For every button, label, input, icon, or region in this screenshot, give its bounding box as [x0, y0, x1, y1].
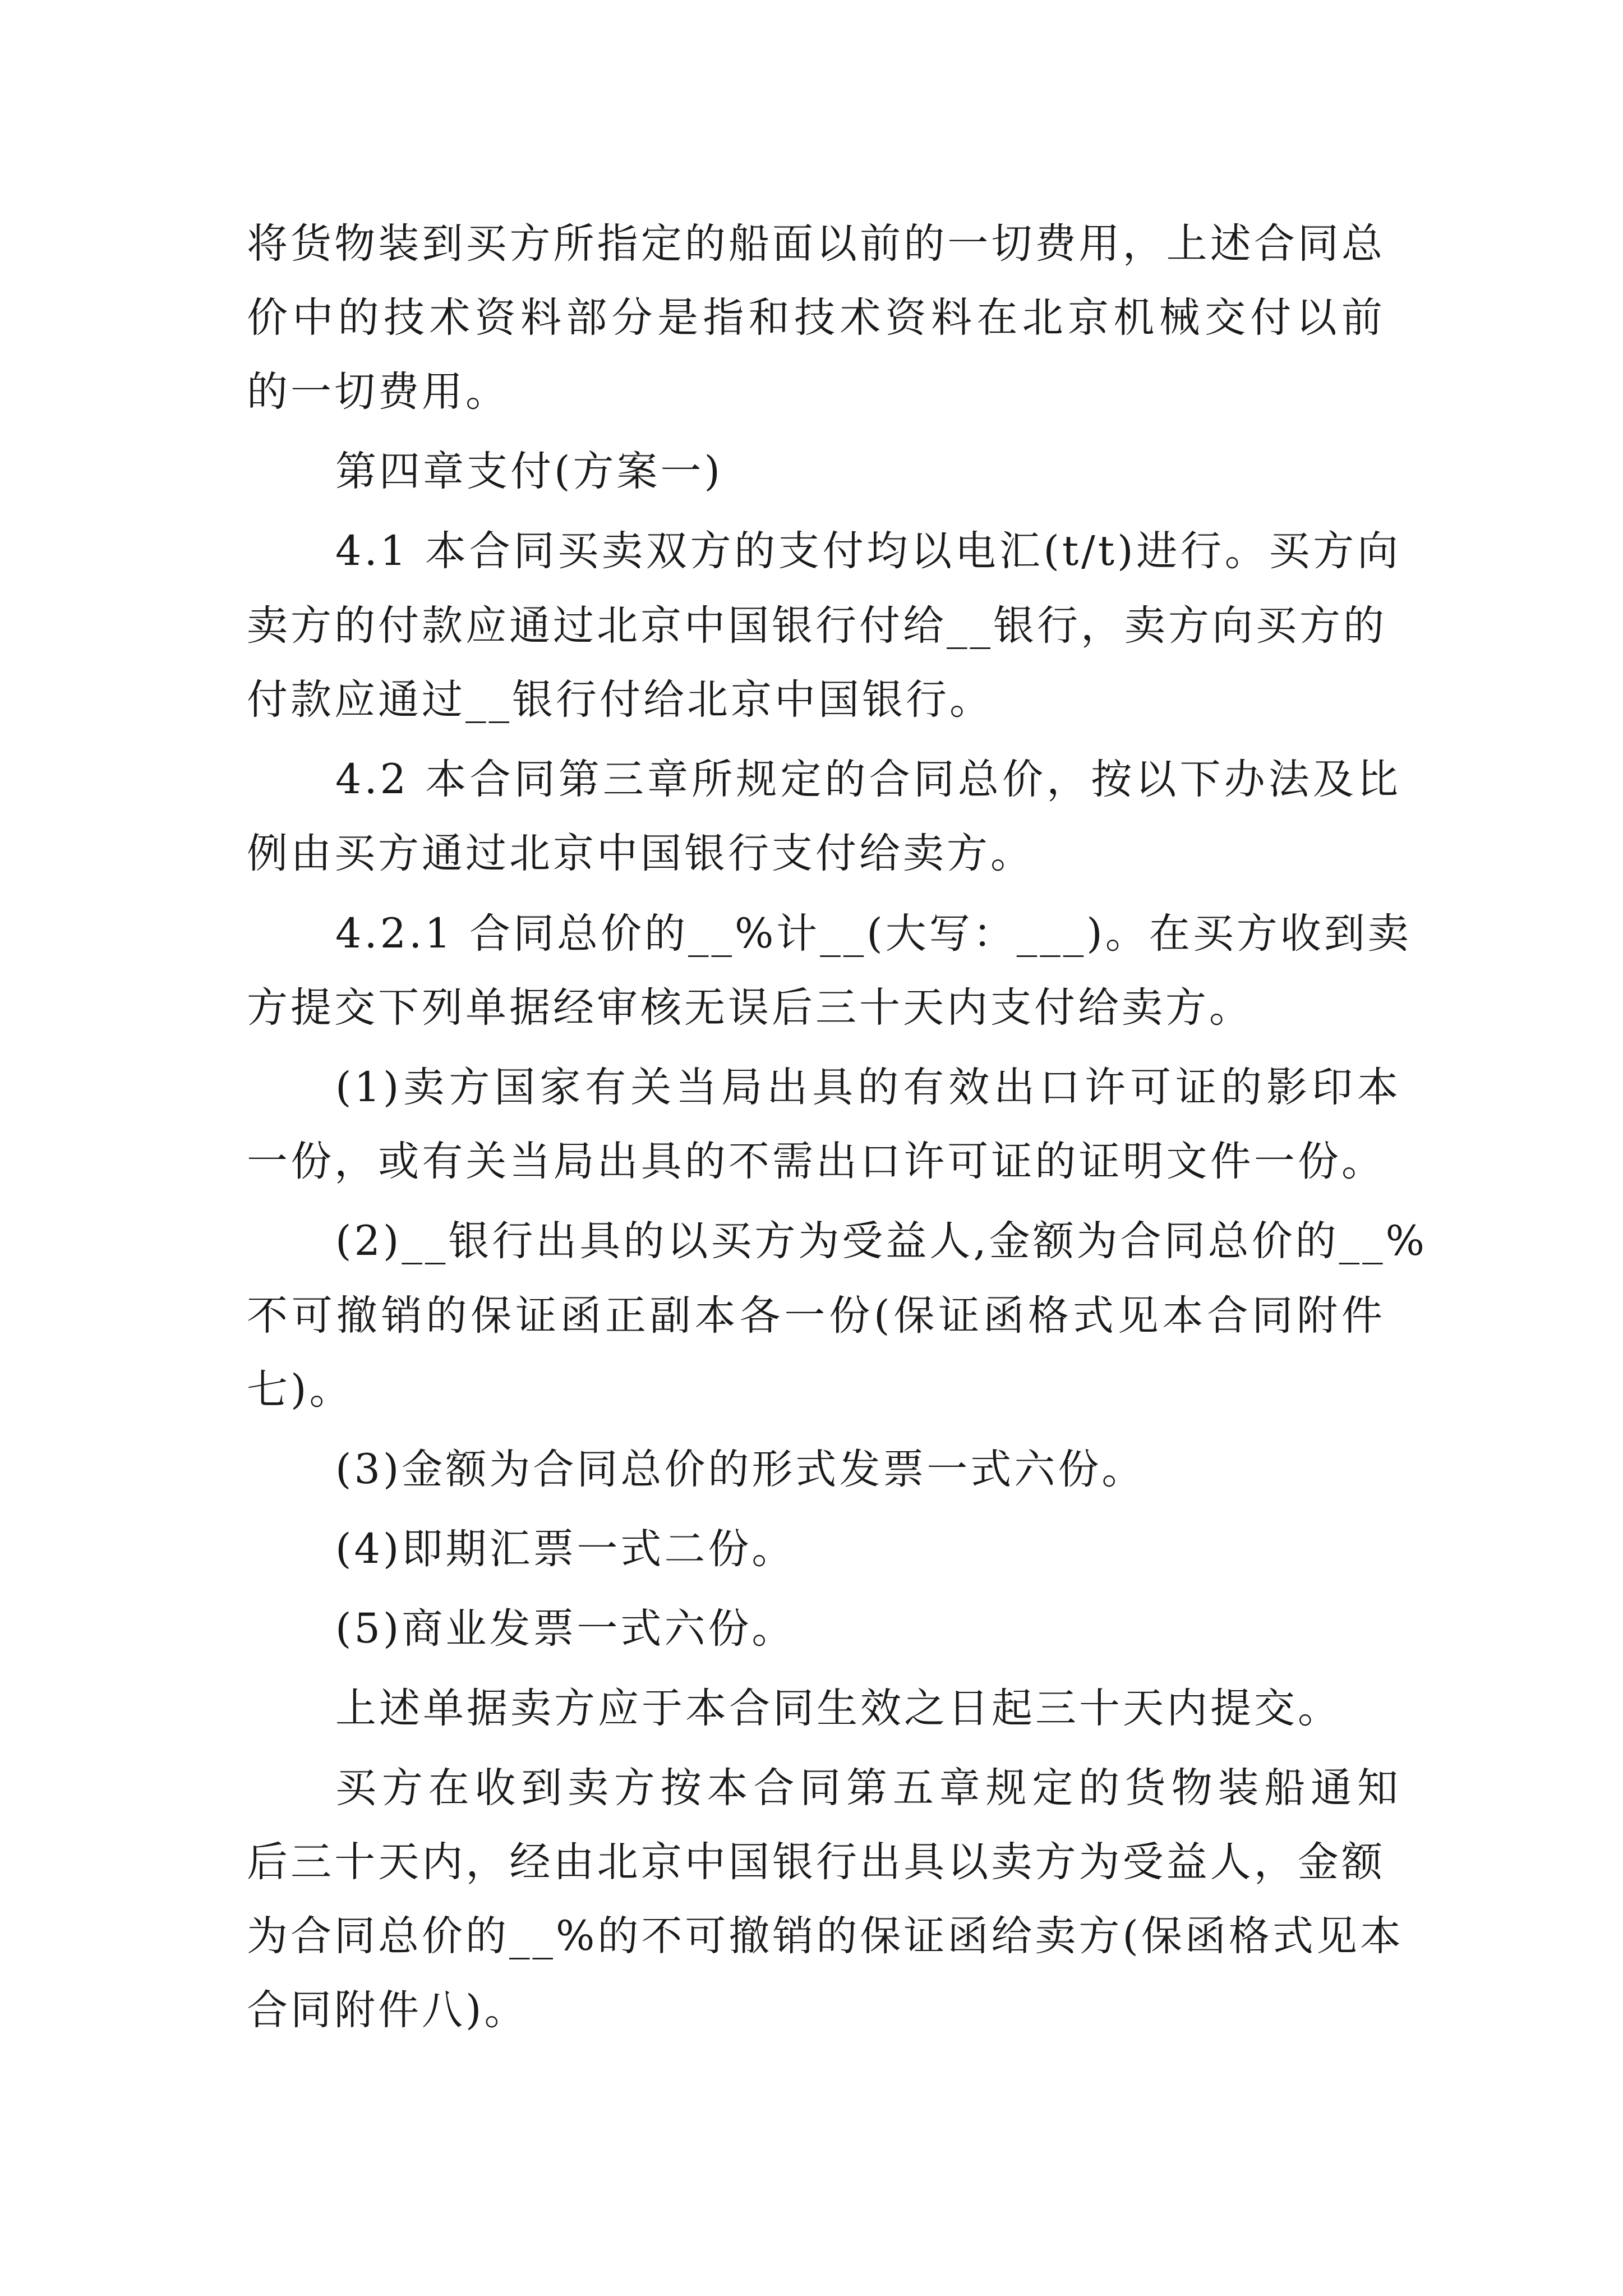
text-line: 为合同总价的__%的不可撤销的保证函给卖方(保函格式见本 — [247, 1912, 1404, 1960]
text-line: 买方在收到卖方按本合同第五章规定的货物装船通知 — [335, 1764, 1401, 1812]
text-line: (1)卖方国家有关当局出具的有效出口许可证的影印本 — [335, 1064, 1401, 1111]
text-line: 价中的技术资料部分是指和技术资料在北京机械交付以前 — [247, 294, 1385, 342]
text-line: 不可撤销的保证函正副本各一份(保证函格式见本合同附件 — [247, 1292, 1385, 1340]
text-line: 将货物装到买方所指定的船面以前的一切费用，上述合同总 — [247, 220, 1385, 268]
text-line: 4.2.1 合同总价的__%计__(大写：___)。在买方收到卖 — [335, 910, 1412, 958]
text-line: 付款应通过__银行付给北京中国银行。 — [247, 676, 993, 724]
text-line: (4)即期汇票一式二份。 — [335, 1525, 796, 1573]
text-line: 合同附件八)。 — [247, 1986, 528, 2034]
text-line: 例由买方通过北京中国银行支付给卖方。 — [247, 830, 1034, 877]
text-line: (2)__银行出具的以买方为受益人,金额为合同总价的__% — [335, 1217, 1427, 1265]
text-line: 4.1 本合同买卖双方的支付均以电汇(t/t)进行。买方向 — [335, 527, 1401, 575]
text-line: 七)。 — [247, 1366, 353, 1414]
text-line: 的一切费用。 — [247, 368, 509, 416]
text-line: 卖方的付款应通过北京中国银行付给__银行，卖方向买方的 — [247, 602, 1387, 650]
text-line: (3)金额为合同总价的形式发票一式六份。 — [335, 1446, 1146, 1493]
text-line: 一份，或有关当局出具的不需出口许可证的证明文件一份。 — [247, 1138, 1385, 1185]
text-line: (5)商业发票一式六份。 — [335, 1605, 796, 1653]
text-line: 后三十天内，经由北京中国银行出具以卖方为受益人，金额 — [247, 1838, 1385, 1886]
text-line: 4.2 本合同第三章所规定的合同总价，按以下办法及比 — [335, 756, 1401, 803]
text-line: 方提交下列单据经审核无误后三十天内支付给卖方。 — [247, 984, 1253, 1032]
text-line: 上述单据卖方应于本合同生效之日起三十天内提交。 — [335, 1685, 1341, 1732]
section-heading: 第四章支付(方案一) — [335, 448, 723, 495]
